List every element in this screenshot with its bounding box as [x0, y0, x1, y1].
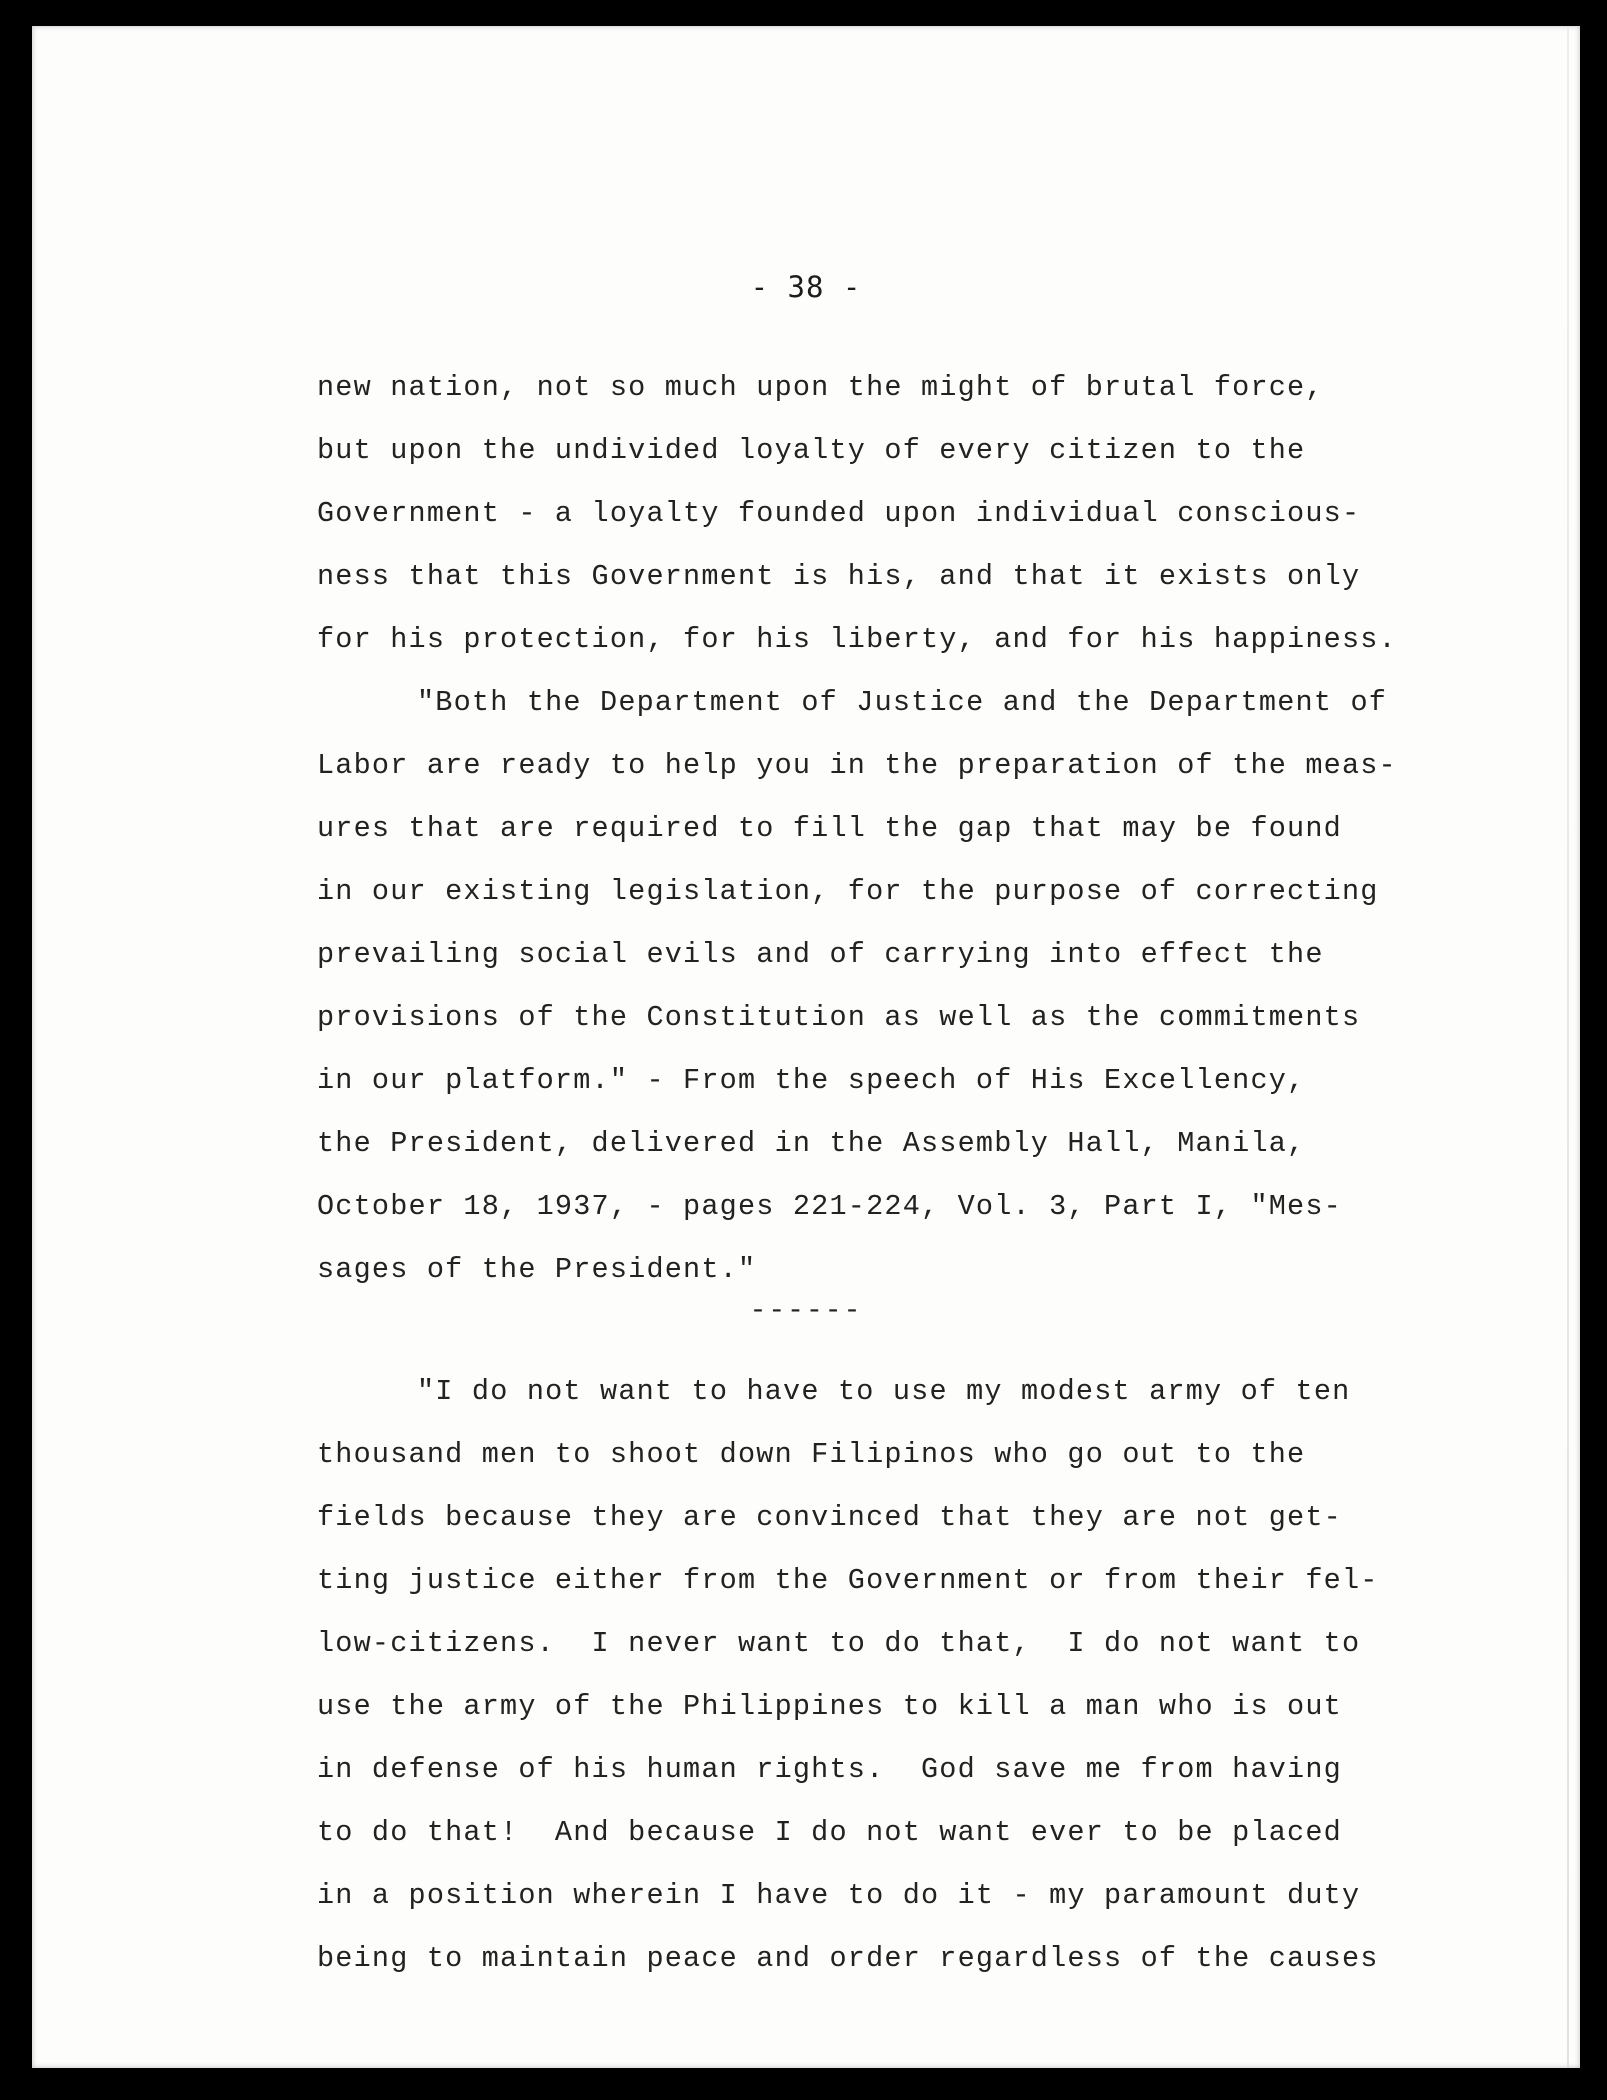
text-line: in our platform." - From the speech of His Excellency,	[317, 1064, 1306, 1097]
text-line: sages of the President."	[317, 1253, 757, 1286]
text-line: "I do not want to have to use my modest army of ten	[417, 1375, 1351, 1408]
text-line: fields because they are convinced that they are not get-	[317, 1501, 1342, 1534]
text-line: thousand men to shoot down Filipinos who go out to the	[317, 1438, 1306, 1471]
text-line: Labor are ready to help you in the preparation of the meas-	[317, 749, 1397, 782]
text-line: prevailing social evils and of carrying into effect the	[317, 938, 1324, 971]
text-line: but upon the undivided loyalty of every citizen to the	[317, 434, 1306, 467]
text-line: being to maintain peace and order regardless of the causes	[317, 1942, 1379, 1975]
text-line: provisions of the Constitution as well as the commitments	[317, 1001, 1361, 1034]
text-line: for his protection, for his liberty, and for his happiness.	[317, 623, 1397, 656]
text-line: Government - a loyalty founded upon individual conscious-	[317, 497, 1361, 530]
text-line: ness that this Government is his, and that it exists only	[317, 560, 1361, 593]
section-separator: ------	[749, 1296, 863, 1327]
page-edge-shadow	[1567, 26, 1569, 2068]
text-line: ures that are required to fill the gap that may be found	[317, 812, 1342, 845]
paragraph-justice-labor-quote	[317, 671, 1487, 1301]
text-line: October 18, 1937, - pages 221-224, Vol. 3, Part I, "Mes-	[317, 1190, 1342, 1223]
page-number: - 38 -	[750, 270, 862, 304]
text-line: new nation, not so much upon the might of brutal force,	[317, 371, 1324, 404]
text-line: the President, delivered in the Assembly Hall, Manila,	[317, 1127, 1306, 1160]
text-line: ting justice either from the Government or from their fel-	[317, 1564, 1379, 1597]
text-line: "Both the Department of Justice and the Department of	[417, 686, 1388, 719]
text-line: in our existing legislation, for the purpose of correcting	[317, 875, 1379, 908]
text-line: in defense of his human rights. God save me from having	[317, 1753, 1342, 1786]
paragraph-army-quote	[317, 1360, 1487, 1990]
text-block-upper	[317, 356, 1487, 1301]
paragraph-continuation	[317, 356, 1487, 671]
text-line: use the army of the Philippines to kill a man who is out	[317, 1690, 1342, 1723]
text-line: in a position wherein I have to do it - my paramount duty	[317, 1879, 1361, 1912]
document-page	[32, 26, 1580, 2068]
text-block-lower	[317, 1360, 1487, 1990]
text-line: to do that! And because I do not want ever to be placed	[317, 1816, 1342, 1849]
text-line: low-citizens. I never want to do that, I do not want to	[317, 1627, 1361, 1660]
